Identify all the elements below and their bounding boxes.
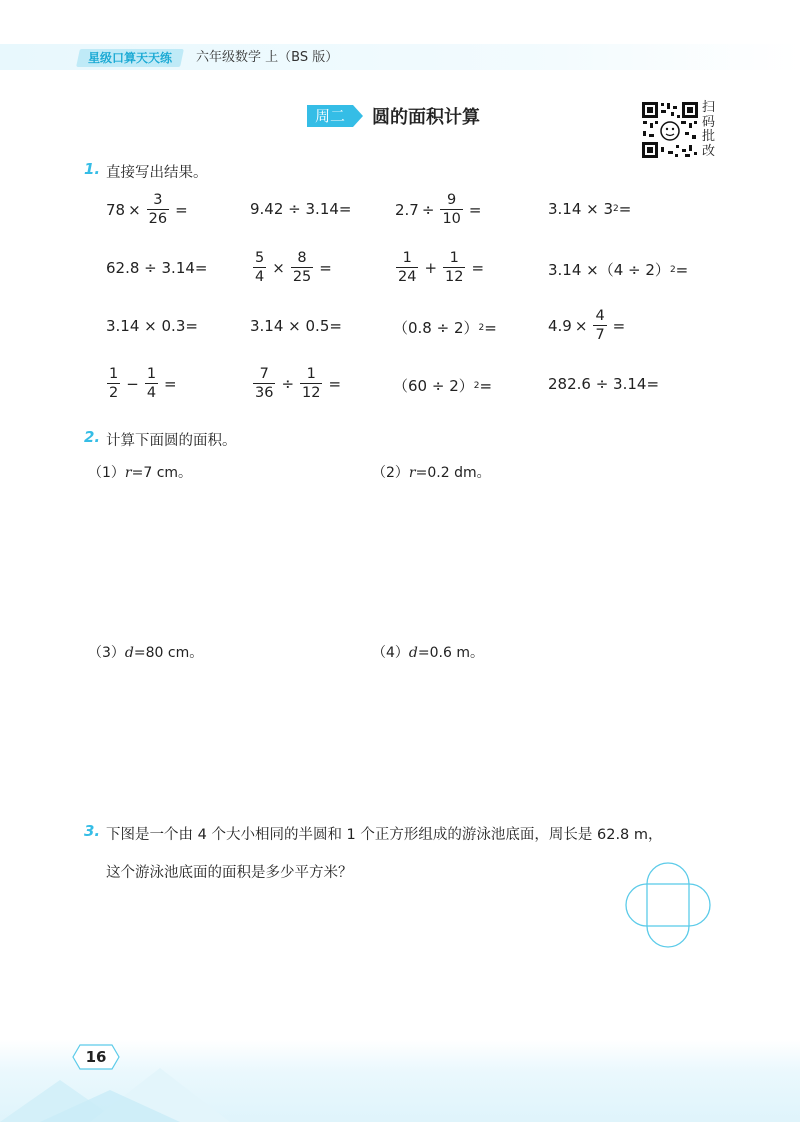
scan-char: 扫	[702, 100, 716, 115]
circle-problem	[372, 642, 484, 662]
exponent: 2	[478, 322, 485, 333]
variable: r	[124, 465, 132, 481]
numerator: 7	[259, 366, 269, 382]
numerator: 3	[153, 192, 163, 208]
variable: d	[408, 645, 418, 661]
equals: =	[484, 318, 497, 337]
variable: r	[408, 465, 416, 481]
equals: =	[328, 374, 342, 393]
expression: （0.8 ÷ 2）	[393, 319, 479, 337]
pool-semicircle-bottom	[647, 926, 689, 947]
circle-problem	[88, 642, 203, 662]
denominator: 24	[398, 269, 417, 285]
calc-item: 62.8 ÷ 3.14=	[106, 259, 208, 277]
operand: 78	[106, 200, 126, 219]
calc-item	[393, 375, 492, 396]
section-2-title: 计算下面圆的面积。	[106, 433, 237, 449]
equals: =	[618, 200, 632, 218]
denominator: 4	[146, 385, 157, 401]
problem-value: =0.6 m。	[417, 645, 484, 661]
pool-semicircle-right	[689, 884, 710, 926]
variable: d	[124, 645, 134, 661]
operand: 2.7	[395, 200, 419, 219]
calc-item	[250, 250, 335, 285]
section-3-line-1: 下图是一个由 4 个大小相同的半圆和 1 个正方形组成的游泳池底面，周长是 62.8 m，	[106, 827, 663, 843]
page-number-badge	[72, 1044, 120, 1070]
exponent: 2	[473, 380, 480, 391]
expression: 3.14 × 3	[548, 200, 614, 218]
numerator: 9	[447, 192, 457, 208]
problem-index: （3）	[88, 645, 125, 661]
numerator: 1	[449, 250, 459, 266]
equals: =	[468, 200, 482, 219]
denominator: 7	[595, 327, 605, 343]
operator: ×	[128, 200, 141, 219]
equals: =	[175, 200, 188, 219]
section-3-number: 3.	[84, 822, 101, 840]
operator: +	[424, 258, 438, 277]
expression: 3.14 ×（4 ÷ 2）	[548, 261, 670, 279]
fraction	[593, 308, 606, 343]
pool-semicircle-top	[647, 863, 689, 884]
scan-char: 批	[702, 129, 716, 144]
calc-item: 3.14 × 0.5=	[250, 317, 342, 335]
fraction	[145, 366, 158, 401]
denominator: 4	[255, 269, 265, 285]
calc-item	[106, 192, 191, 227]
calc-item	[250, 366, 344, 401]
numerator: 1	[402, 250, 412, 266]
scan-char: 改	[702, 143, 716, 159]
denominator: 12	[445, 269, 464, 285]
calc-item	[393, 250, 487, 285]
numerator: 1	[146, 366, 157, 382]
operand: 4.9	[548, 316, 572, 335]
equals: =	[164, 374, 177, 393]
exponent: 2	[613, 204, 619, 214]
denominator: 36	[255, 385, 274, 401]
calc-item: 282.6 ÷ 3.14=	[548, 375, 660, 393]
section-2-number: 2.	[84, 428, 101, 446]
problem-index: （1）	[88, 465, 125, 481]
exponent: 2	[669, 264, 676, 275]
circle-problem	[88, 462, 192, 482]
operator: −	[126, 374, 139, 393]
problem-value: =0.2 dm。	[415, 465, 491, 481]
expression: （60 ÷ 2）	[393, 377, 474, 395]
calc-item	[395, 192, 484, 227]
calc-item: 9.42 ÷ 3.14=	[250, 200, 352, 218]
pool-diagram	[622, 859, 722, 959]
fraction	[291, 250, 313, 285]
equals: =	[479, 376, 493, 395]
section-1-title: 直接写出结果。	[106, 165, 208, 181]
fraction	[107, 366, 120, 401]
equals: =	[612, 316, 626, 335]
day-badge: 周二	[307, 105, 353, 127]
numerator: 1	[109, 366, 119, 382]
circle-problem	[372, 462, 491, 482]
numerator: 8	[297, 250, 307, 266]
problem-index: （2）	[372, 465, 409, 481]
numerator: 4	[595, 308, 605, 324]
denominator: 2	[109, 385, 119, 401]
calc-item	[548, 200, 631, 218]
problem-value: =80 cm。	[133, 645, 204, 661]
calc-item	[548, 259, 688, 280]
operator: ÷	[281, 374, 295, 393]
page-number: 16	[85, 1048, 107, 1066]
denominator: 10	[442, 211, 461, 227]
footer-decoration	[0, 1040, 800, 1122]
problem-index: （4）	[372, 645, 409, 661]
calc-item: 3.14 × 0.3=	[106, 317, 198, 335]
fraction	[396, 250, 418, 285]
pool-square	[647, 884, 689, 926]
scan-char: 码	[702, 114, 716, 130]
fraction	[443, 250, 465, 285]
denominator: 12	[302, 385, 321, 401]
equals: =	[471, 258, 485, 277]
scan-label	[702, 101, 718, 159]
section-1-number: 1.	[84, 160, 101, 178]
book-title: 六年级数学 上（BS 版）	[196, 50, 339, 65]
fraction	[300, 366, 322, 401]
page-title: 圆的面积计算	[372, 107, 480, 128]
fraction	[253, 250, 266, 285]
fraction	[147, 192, 169, 227]
numerator: 5	[255, 250, 265, 266]
fraction	[440, 192, 462, 227]
fraction	[253, 366, 275, 401]
equals: =	[675, 260, 689, 279]
section-3-line-2: 这个游泳池底面的面积是多少平方米？	[106, 865, 353, 881]
calc-item	[104, 366, 180, 401]
denominator: 25	[292, 269, 312, 285]
pool-semicircle-left	[626, 884, 647, 926]
qr-code-icon[interactable]	[641, 101, 699, 159]
calc-item	[548, 308, 628, 343]
operator: ÷	[421, 200, 435, 219]
operator: ×	[574, 316, 588, 335]
series-label: 星级口算天天练	[88, 51, 173, 65]
equals: =	[319, 258, 332, 277]
numerator: 1	[306, 366, 316, 382]
series-badge	[76, 49, 184, 67]
denominator: 26	[148, 211, 168, 227]
problem-value: =7 cm。	[131, 465, 193, 481]
operator: ×	[272, 258, 285, 277]
calc-item	[393, 317, 497, 338]
